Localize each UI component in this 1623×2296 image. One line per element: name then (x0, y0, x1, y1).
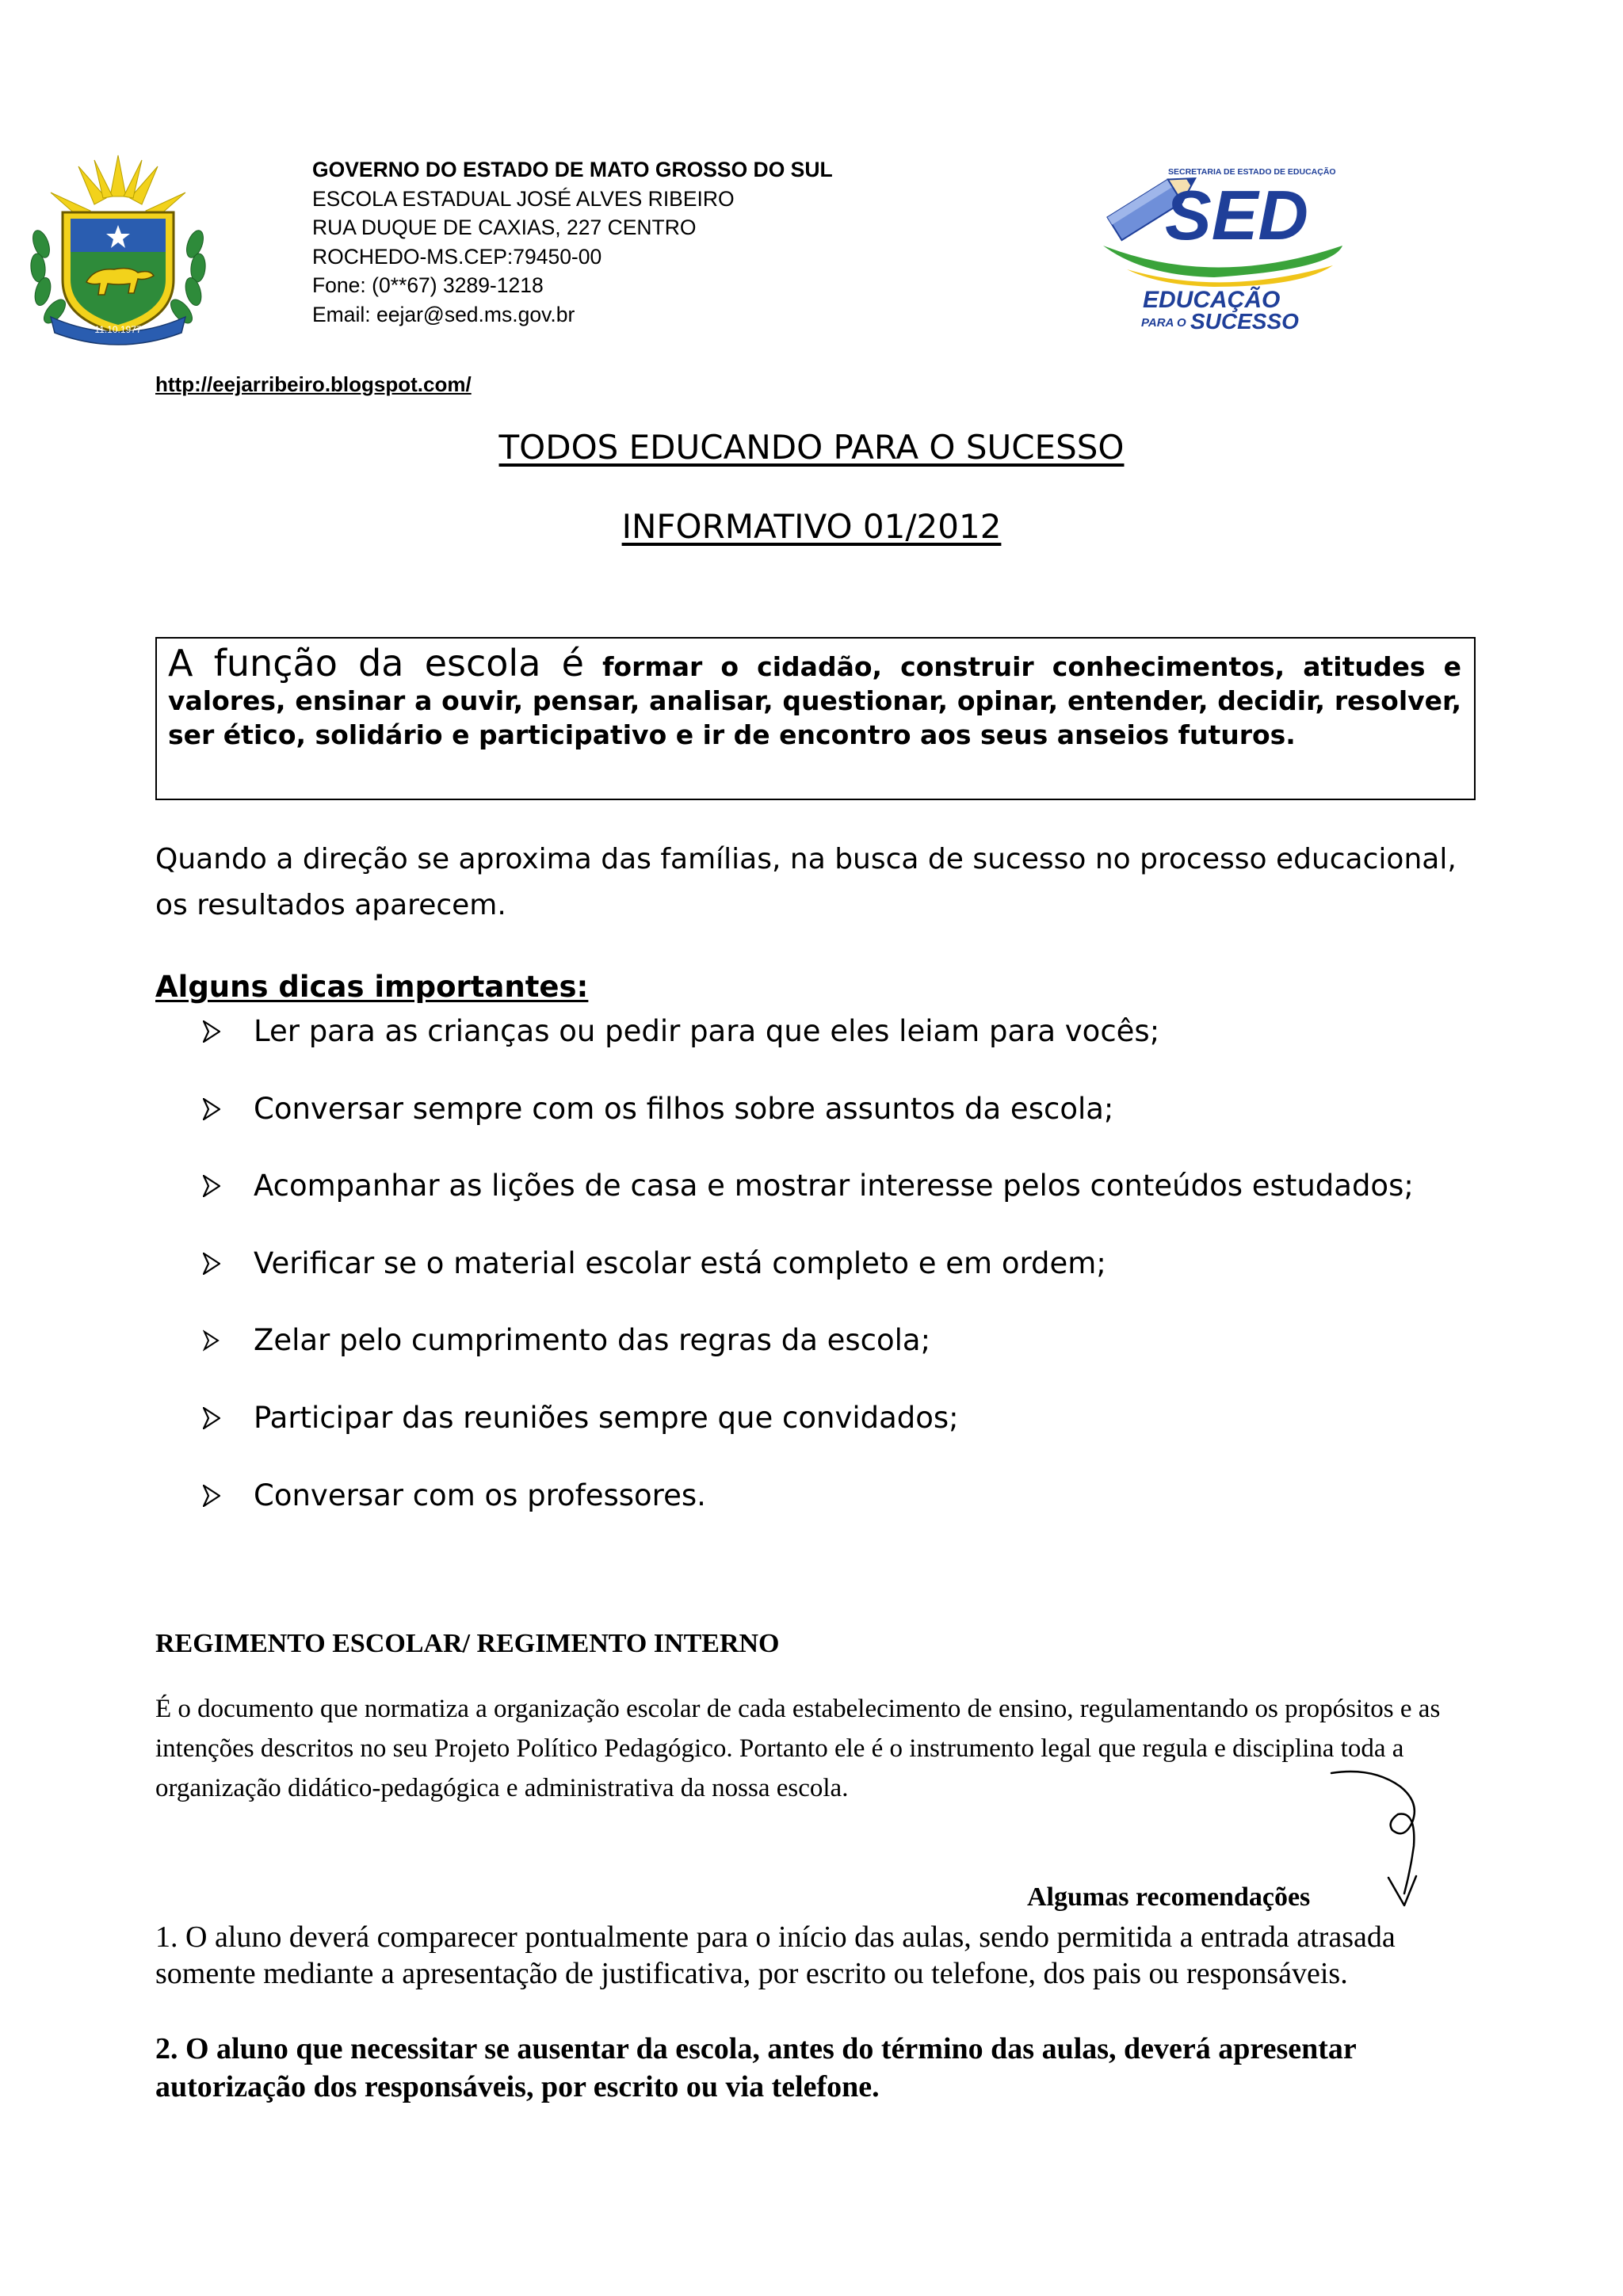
arrow-bullet-icon (203, 1008, 254, 1057)
school-function-box (155, 637, 1476, 800)
tips-heading: Alguns dicas importantes: (155, 970, 589, 1004)
list-item (203, 1317, 1414, 1394)
tip-text: Zelar pelo cumprimento das regras da escola; (254, 1323, 931, 1358)
sed-logo (1095, 151, 1349, 333)
main-title (0, 428, 1623, 467)
state-crest-logo (19, 149, 217, 347)
sed-name: SED (1165, 176, 1308, 254)
tip-text: Verificar se o material escolar está completo e em ordem; (254, 1245, 1106, 1280)
tip-text: Participar das reuniões sempre que convidados; (254, 1400, 959, 1435)
arrow-bullet-icon (203, 1162, 254, 1211)
school-info-block (312, 155, 833, 329)
sub-title-text: INFORMATIVO 01/2012 (621, 507, 1002, 546)
sed-slogan-sucesso: SUCESSO (1190, 309, 1299, 333)
government-name: GOVERNO DO ESTADO DE MATO GROSSO DO SUL (312, 158, 833, 181)
list-item (203, 1394, 1414, 1472)
school-phone: Fone: (0**67) 3289-1218 (312, 273, 544, 297)
box-body: formar o cidadão, construir conhecimentos, atitudes e valores, ensinar a ouvir, pensar, analisar, questionar, opinar, entender, decidir, resolver, ser ético, solidário e participativo e ir de encontro aos seus anseios futuros. (168, 651, 1461, 750)
tip-text: Conversar sempre com os filhos sobre assuntos da escola; (254, 1091, 1114, 1126)
sed-slogan-para-o: PARA O (1141, 316, 1186, 330)
regimento-heading: REGIMENTO ESCOLAR/ REGIMENTO INTERNO (155, 1629, 780, 1658)
tips-list (203, 1008, 1414, 1549)
box-lead: A função da escola é (168, 642, 584, 685)
arrow-bullet-icon (203, 1317, 254, 1366)
blog-link[interactable]: http://eejarribeiro.blogspot.com/ (155, 372, 472, 396)
list-item (203, 1008, 1414, 1085)
arrow-bullet-icon (203, 1240, 254, 1289)
list-item (203, 1472, 1414, 1550)
list-item (203, 1162, 1414, 1240)
recommendation-1: 1. O aluno deverá comparecer pontualmente para o início das aulas, sendo permitida a entrada atrasada somente mediante a apresentação de justificativa, por escrito ou telefone, dos pais ou responsáveis. (155, 1920, 1396, 1990)
school-street: RUA DUQUE DE CAXIAS, 227 CENTRO (312, 215, 697, 239)
sed-slogan-line1: EDUCAÇÃO (1143, 287, 1281, 313)
curly-arrow-icon (1325, 1767, 1428, 1917)
intro-paragraph: Quando a direção se aproxima das famílias, na busca de sucesso no processo educacional, os resultados aparecem. (155, 843, 1457, 921)
tip-text: Acompanhar as lições de casa e mostrar interesse pelos conteúdos estudados; (254, 1169, 1414, 1203)
main-title-text: TODOS EDUCANDO PARA O SUCESSO (498, 428, 1125, 467)
arrow-bullet-icon (203, 1085, 254, 1135)
sub-title (0, 507, 1623, 546)
arrow-bullet-icon (203, 1394, 254, 1444)
school-name: ESCOLA ESTADUAL JOSÉ ALVES RIBEIRO (312, 186, 735, 211)
school-email: Email: eejar@sed.ms.gov.br (312, 302, 575, 326)
arrow-bullet-icon (203, 1472, 254, 1521)
tip-text: Conversar com os professores. (254, 1478, 706, 1512)
recommendations-heading: Algumas recomendações (1027, 1882, 1311, 1912)
list-item (203, 1085, 1414, 1163)
tip-text: Ler para as crianças ou pedir para que eles leiam para vocês; (254, 1014, 1160, 1048)
sed-top-text: SECRETARIA DE ESTADO DE EDUCAÇÃO (1168, 167, 1336, 177)
list-item (203, 1240, 1414, 1318)
recommendation-2: 2. O aluno que necessitar se ausentar da escola, antes do término das aulas, deverá apresentar autorização dos responsáveis, por escrito ou via telefone. (155, 2032, 1357, 2103)
crest-date: 11.10.1977 (94, 324, 142, 335)
regimento-paragraph: É o documento que normatiza a organização escolar de cada estabelecimento de ensino, regulamentando os propósitos e as intenções descritos no seu Projeto Político Pedagógico. Portanto ele é o instrumento legal que regula e disciplina toda a organização didático-pedagógica e administrativa da nossa escola. (155, 1695, 1441, 1802)
school-city: ROCHEDO-MS.CEP:79450-00 (312, 244, 602, 269)
